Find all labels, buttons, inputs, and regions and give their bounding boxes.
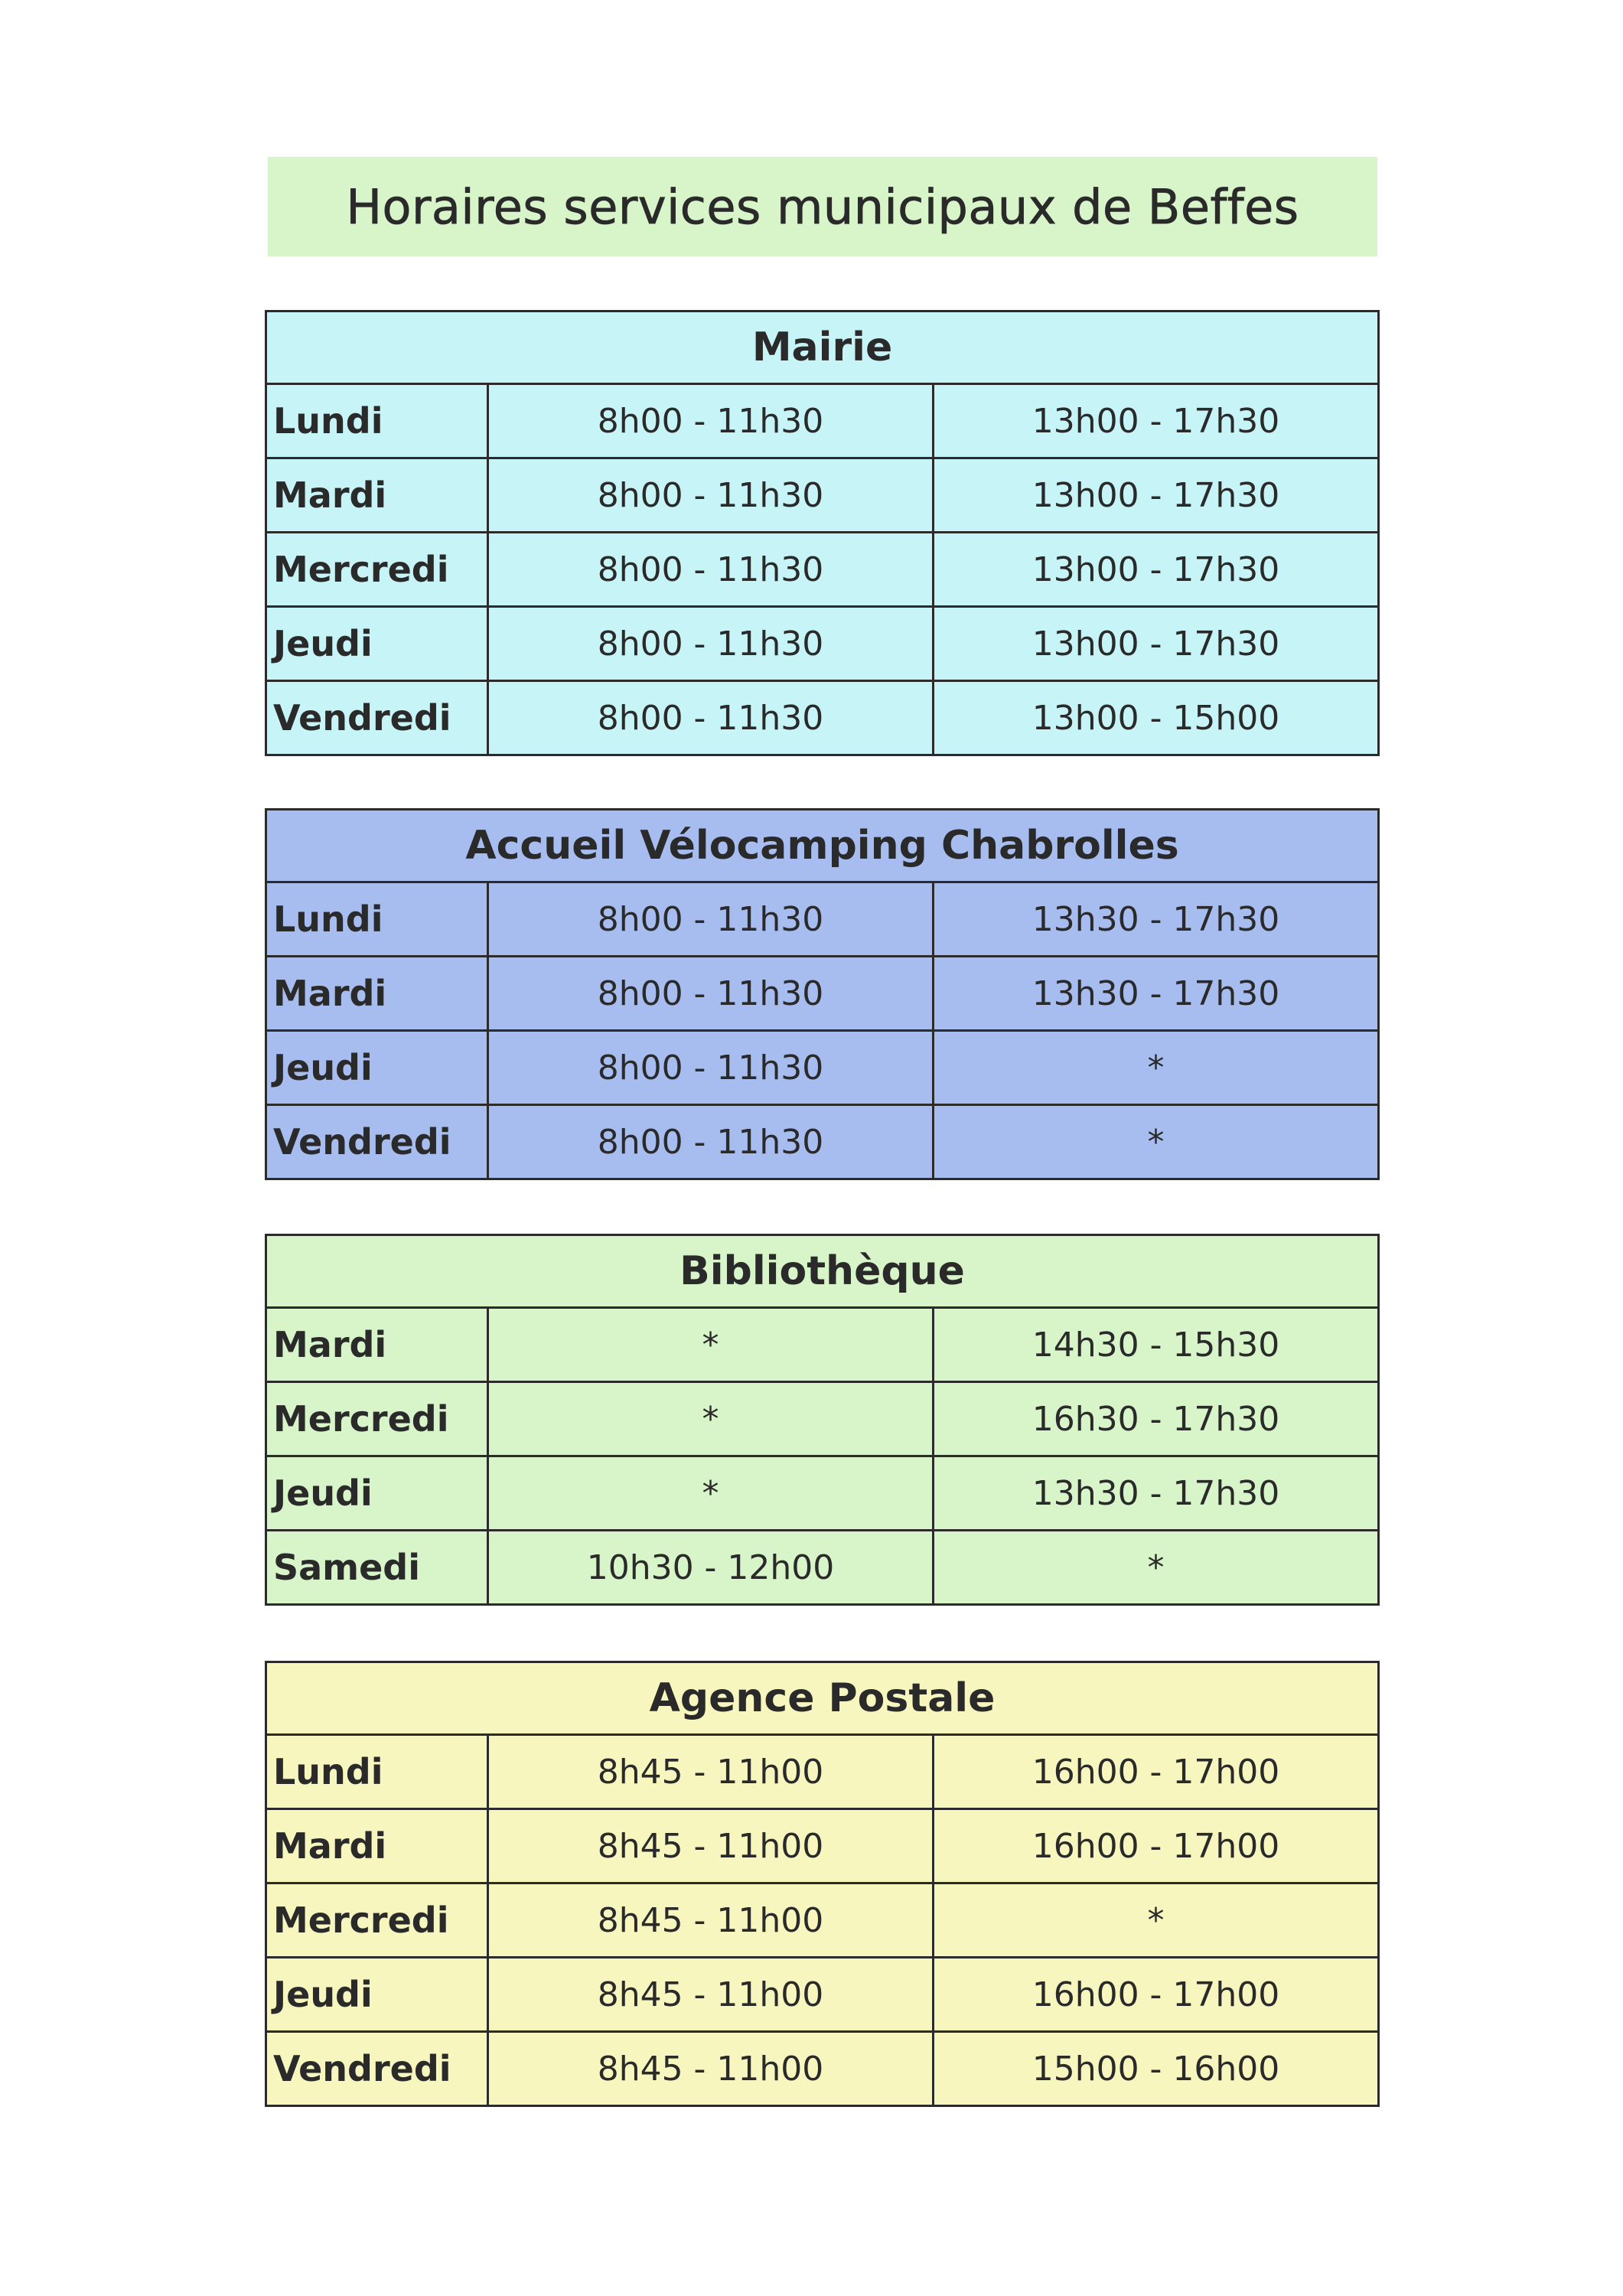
section-title-agence-postale: Agence Postale: [266, 1662, 1379, 1735]
table-row: [266, 882, 1379, 957]
morning-hours: 10h30 - 12h00: [488, 1531, 934, 1605]
morning-hours: 8h45 - 11h00: [488, 1809, 934, 1883]
morning-hours: 8h45 - 11h00: [488, 2032, 934, 2106]
afternoon-hours: *: [934, 1883, 1379, 1958]
day-cell: Samedi: [266, 1531, 488, 1605]
morning-hours: 8h45 - 11h00: [488, 1883, 934, 1958]
table-row: [266, 1456, 1379, 1531]
morning-hours: 8h00 - 11h30: [488, 1031, 934, 1105]
table-row: [266, 681, 1379, 755]
day-cell: Lundi: [266, 882, 488, 957]
table-bibliotheque: [265, 1234, 1380, 1606]
afternoon-hours: 13h00 - 17h30: [934, 384, 1379, 458]
morning-hours: 8h00 - 11h30: [488, 533, 934, 607]
afternoon-hours: 16h00 - 17h00: [934, 1735, 1379, 1809]
table-row: [266, 1958, 1379, 2032]
table-row: [266, 458, 1379, 533]
morning-hours: 8h00 - 11h30: [488, 957, 934, 1031]
day-cell: Mardi: [266, 957, 488, 1031]
day-cell: Lundi: [266, 384, 488, 458]
day-cell: Jeudi: [266, 1958, 488, 2032]
section-title-bibliotheque: Bibliothèque: [266, 1235, 1379, 1308]
afternoon-hours: 16h00 - 17h00: [934, 1958, 1379, 2032]
morning-hours: 8h00 - 11h30: [488, 384, 934, 458]
table-row: [266, 1031, 1379, 1105]
day-cell: Mercredi: [266, 1883, 488, 1958]
afternoon-hours: *: [934, 1105, 1379, 1179]
table-agence-postale: [265, 1661, 1380, 2107]
title-banner: [268, 157, 1377, 256]
morning-hours: 8h00 - 11h30: [488, 882, 934, 957]
table-row: [266, 1531, 1379, 1605]
day-cell: Jeudi: [266, 607, 488, 681]
table-row: [266, 607, 1379, 681]
table-row: [266, 384, 1379, 458]
afternoon-hours: 16h00 - 17h00: [934, 1809, 1379, 1883]
day-cell: Mardi: [266, 1308, 488, 1382]
morning-hours: 8h00 - 11h30: [488, 458, 934, 533]
morning-hours: 8h00 - 11h30: [488, 681, 934, 755]
table-row: [266, 957, 1379, 1031]
morning-hours: *: [488, 1382, 934, 1456]
page-title: Horaires services municipaux de Beffes: [346, 178, 1299, 235]
day-cell: Mercredi: [266, 533, 488, 607]
morning-hours: 8h45 - 11h00: [488, 1735, 934, 1809]
afternoon-hours: 14h30 - 15h30: [934, 1308, 1379, 1382]
morning-hours: *: [488, 1308, 934, 1382]
table-row: [266, 1105, 1379, 1179]
day-cell: Jeudi: [266, 1031, 488, 1105]
day-cell: Mardi: [266, 1809, 488, 1883]
day-cell: Mercredi: [266, 1382, 488, 1456]
afternoon-hours: 16h30 - 17h30: [934, 1382, 1379, 1456]
afternoon-hours: *: [934, 1031, 1379, 1105]
day-cell: Vendredi: [266, 1105, 488, 1179]
table-row: [266, 1308, 1379, 1382]
table-row: [266, 1382, 1379, 1456]
day-cell: Lundi: [266, 1735, 488, 1809]
section-title-velocamping: Accueil Vélocamping Chabrolles: [266, 810, 1379, 882]
day-cell: Jeudi: [266, 1456, 488, 1531]
day-cell: Vendredi: [266, 681, 488, 755]
day-cell: Mardi: [266, 458, 488, 533]
section-title-mairie: Mairie: [266, 311, 1379, 384]
morning-hours: *: [488, 1456, 934, 1531]
table-row: [266, 1735, 1379, 1809]
table-velocamping: [265, 808, 1380, 1180]
table-row: [266, 2032, 1379, 2106]
table-row: [266, 1883, 1379, 1958]
day-cell: Vendredi: [266, 2032, 488, 2106]
afternoon-hours: 15h00 - 16h00: [934, 2032, 1379, 2106]
afternoon-hours: 13h30 - 17h30: [934, 957, 1379, 1031]
afternoon-hours: 13h30 - 17h30: [934, 882, 1379, 957]
afternoon-hours: 13h00 - 17h30: [934, 458, 1379, 533]
afternoon-hours: *: [934, 1531, 1379, 1605]
afternoon-hours: 13h00 - 17h30: [934, 607, 1379, 681]
morning-hours: 8h00 - 11h30: [488, 1105, 934, 1179]
table-row: [266, 1809, 1379, 1883]
morning-hours: 8h45 - 11h00: [488, 1958, 934, 2032]
afternoon-hours: 13h00 - 15h00: [934, 681, 1379, 755]
afternoon-hours: 13h30 - 17h30: [934, 1456, 1379, 1531]
table-mairie: [265, 310, 1380, 756]
table-row: [266, 533, 1379, 607]
morning-hours: 8h00 - 11h30: [488, 607, 934, 681]
afternoon-hours: 13h00 - 17h30: [934, 533, 1379, 607]
